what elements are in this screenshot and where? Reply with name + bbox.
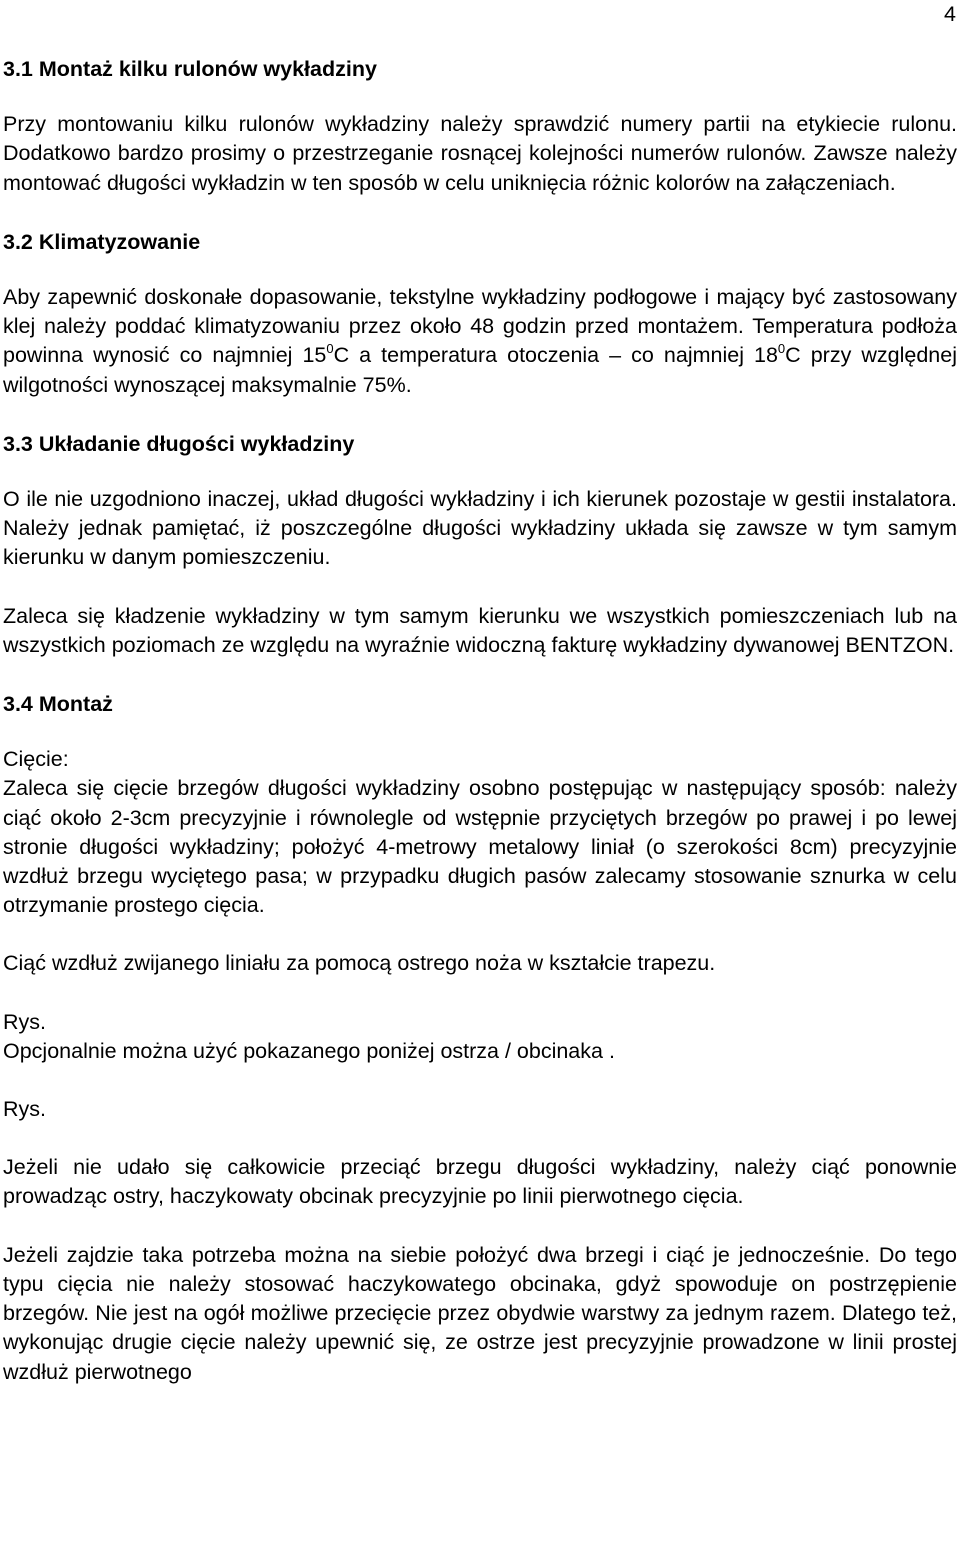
optional-blade-paragraph: Opcjonalnie można użyć pokazanego poniżej ostrza / obcinaka . bbox=[3, 1038, 615, 1063]
section-3-2-paragraph bbox=[3, 283, 957, 400]
degree-superscript: 0 bbox=[326, 341, 334, 357]
section-3-2-text-c: C przy względnej wilgotności wynoszącej maksymalnie 75%. bbox=[3, 343, 957, 397]
knife-paragraph: Ciąć wzdłuż zwijanego liniału za pomocą ostrego noża w kształcie trapezu. bbox=[3, 951, 716, 976]
section-3-2-text-a: Aby zapewnić doskonałe dopasowanie, tekstylne wykładziny podłogowe i mający być zastosowany klej należy poddać klimatyzowaniu przez około 48 godzin przed montażem. Temperatura podłoża powinna wynosić co najmniej 15 bbox=[3, 285, 957, 368]
recut-paragraph: Jeżeli nie udało się całkowicie przeciąć brzegu długości wykładziny, należy ciąć ponownie prowadząc ostry, haczykowaty obcinak precyzyjnie po linii pierwotnego cięcia. bbox=[3, 1155, 957, 1209]
section-3-1-paragraph: Przy montowaniu kilku rulonów wykładziny należy sprawdzić numery partii na etykiecie rulonu. Dodatkowo bardzo prosimy o przestrzeganie rosnącej kolejności numerów rulonów. Zawsze należy montować długości wykładzin w ten sposób w celu uniknięcia różnic kolorów na załączeniach. bbox=[3, 112, 957, 195]
section-3-2-text-b: C a temperatura otoczenia – co najmniej 18 bbox=[333, 343, 778, 368]
double-cut-paragraph: Jeżeli zajdzie taka potrzeba można na siebie położyć dwa brzegi i ciąć je jednocześnie. Do tego typu cięcia nie należy stosować haczykowatego obcinaka, gdyż spowoduje on postrzępienie brzegów. Nie jest na ogół możliwe przecięcie przez obydwie warstwy za jednym razem. Dlatego też, wykonując drugie cięcie należy upewnić się, ze ostrze jest precyzyjnie prowadzone w linii prostej wzdłuż pierwotnego bbox=[3, 1242, 957, 1384]
section-heading-3-4: 3.4 Montaż bbox=[3, 692, 113, 717]
figure-reference-1: Rys. bbox=[3, 1009, 46, 1034]
degree-superscript: 0 bbox=[777, 341, 786, 357]
page-number: 4 bbox=[944, 2, 956, 26]
document-body bbox=[3, 55, 957, 1387]
section-heading-3-1: 3.1 Montaż kilku rulonów wykładziny bbox=[3, 57, 377, 81]
section-3-3-paragraph-1: O ile nie uzgodniono inaczej, układ długości wykładziny i ich kierunek pozostaje w gestii instalatora. Należy jednak pamiętać, iż poszczególne długości wykładziny układa się zawsze w tym samym kierunku w danym pomieszczeniu. bbox=[3, 487, 957, 570]
cutting-label: Cięcie: bbox=[3, 747, 69, 772]
cutting-paragraph: Zaleca się cięcie brzegów długości wykładziny osobno postępując w następujący sposób: należy ciąć około 2-3cm precyzyjnie i równolegle od wstępnie przyciętych brzegów po prawej i po lewej stronie długości wykładziny; położyć 4-metrowy metalowy liniał (o szerokości 8cm) precyzyjnie wzdłuż brzegu wyciętego pasa; w przypadku długich pasów zalecamy stosowanie sznurka w celu otrzymanie prostego cięcia. bbox=[3, 776, 957, 918]
section-heading-3-2: 3.2 Klimatyzowanie bbox=[3, 229, 201, 254]
figure-reference-2: Rys. bbox=[3, 1097, 46, 1122]
section-heading-3-3: 3.3 Układanie długości wykładziny bbox=[3, 431, 355, 456]
section-3-3-paragraph-2: Zaleca się kładzenie wykładziny w tym samym kierunku we wszystkich pomieszczeniach lub na wszystkich poziomach ze względu na wyraźnie widoczną fakturę wykładziny dywanowej BENTZON. bbox=[3, 603, 957, 657]
